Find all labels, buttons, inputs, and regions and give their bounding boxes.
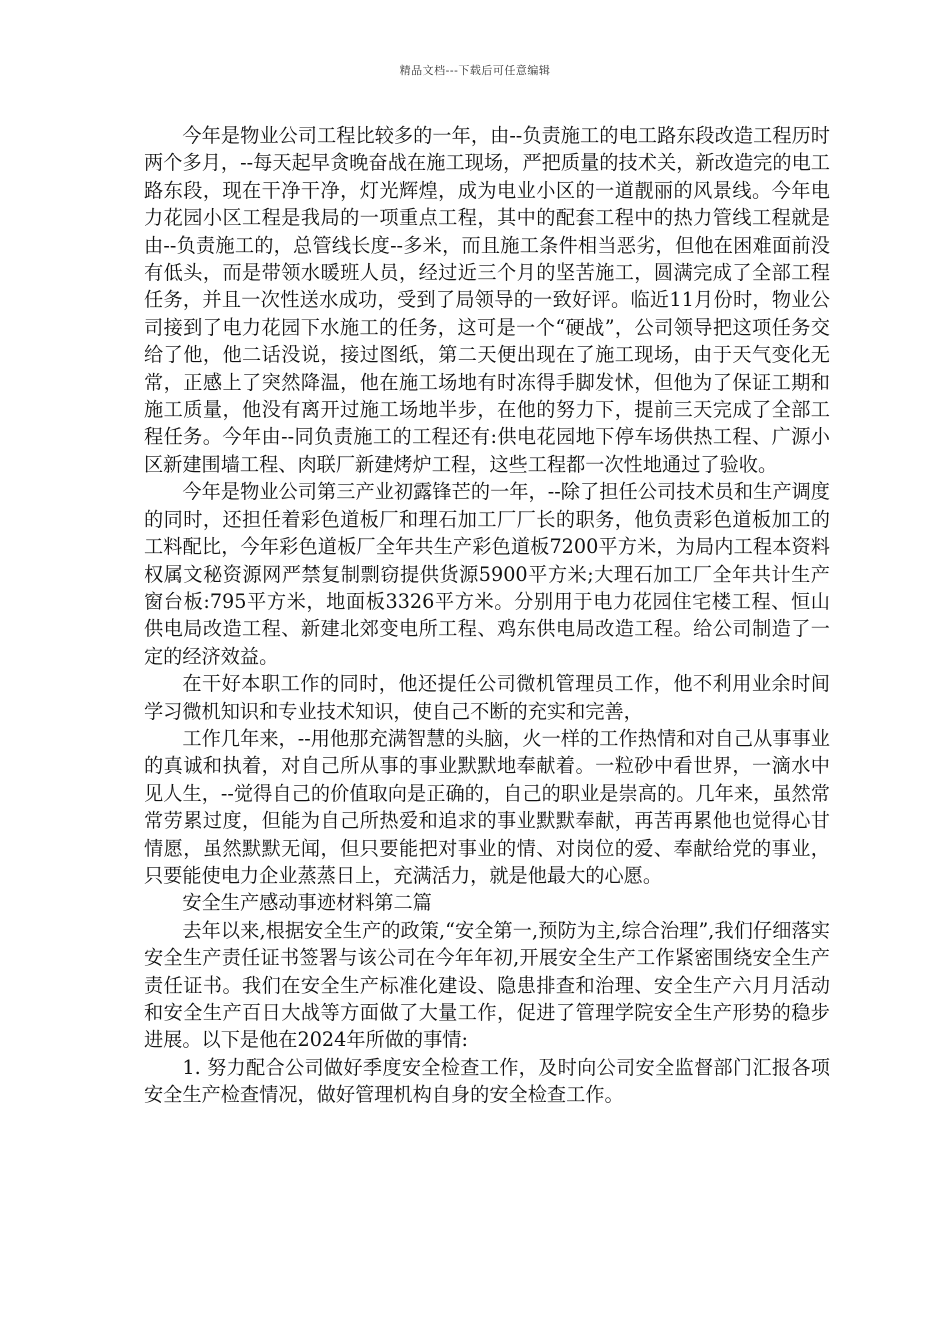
- paragraph-tertiary-industry: 今年是物业公司第三产业初露锋芒的一年，--除了担任公司技术员和生产调度的同时，还担任着彩色道板厂和理石加工厂厂长的职务，他负责彩色道板加工的工料配比，今年彩色道板厂全年共生产彩色道板7200平方米，为局内工程本资料权属文秘资源网严禁复制剽窃提供货源5900平方米;大理石加工厂全年共计生产窗台板:795平方米，地面板3326平方米。分别用于电力花园住宅楼工程、恒山供电局改造工程、新建北郊变电所工程、鸡东供电局改造工程。给公司制造了一定的经济效益。: [144, 480, 830, 668]
- document-body: [144, 122, 830, 1109]
- section-heading: 安全生产感动事迹材料第二篇: [182, 891, 432, 915]
- paragraph-dedication: 工作几年来，--用他那充满智慧的头脑，火一样的工作热情和对自己从事事业的真诚和执着，对自己所从事的事业默默地奉献着。一粒砂中看世界，一滴水中见人生，--觉得自己的价值取向是正确的，自己的职业是崇高的。几年来，虽然常常劳累过度，但能为自己所热爱和追求的事业默默奉献，再苦再累他也觉得心甘情愿，虽然默默无闻，但只要能把对事业的情、对岗位的爱、奉献给党的事业，只要能使电力企业蒸蒸日上，充满活力，就是他最大的心愿。: [144, 726, 830, 887]
- list-item-1: 1. 努力配合公司做好季度安全检查工作，及时向公司安全监督部门汇报各项安全生产检查情况，做好管理机构自身的安全检查工作。: [144, 1055, 830, 1107]
- paragraph-computer-admin: 在干好本职工作的同时，他还提任公司微机管理员工作，他不利用业余时间学习微机知识和专业技术知识，使自己不断的充实和完善，: [144, 672, 830, 723]
- paragraph-safety-intro: 去年以来,根据安全生产的政策,“安全第一,预防为主,综合治理”,我们仔细落实安全生产责任证书签署与该公司在今年年初,开展安全生产工作紧密围绕安全生产责任证书。我们在安全生产标准化建设、隐患排查和治理、安全生产六月月活动和安全生产百日大战等方面做了大量工作，促进了管理学院安全生产形势的稳步进展。以下是他在2024年所做的事情:: [144, 918, 830, 1052]
- page-header: 精品文档---下载后可任意编辑: [399, 64, 551, 77]
- paragraph-engineering-projects: 今年是物业公司工程比较多的一年，由--负责施工的电工路东段改造工程历时两个多月，--每天起早贪晚奋战在施工现场，严把质量的技术关，新改造完的电工路东段，现在干净干净，灯光辉煌，成为电业小区的一道靓丽的风景线。今年电力花园小区工程是我局的一项重点工程，其中的配套工程中的热力管线工程就是由--负责施工的，总管线长度--多米，而且施工条件相当恶劣，但他在困难面前没有低头，而是带领水暖班人员，经过近三个月的坚苦施工，圆满完成了全部工程任务，并且一次性送水成功，受到了局领导的一致好评。临近11月份时，物业公司接到了电力花园下水施工的任务，这可是一个“硬战”，公司领导把这项任务交给了他，他二话没说，接过图纸，第二天便出现在了施工现场，由于天气变化无常，正感上了突然降温，他在施工场地有时冻得手脚发怵，但他为了保证工期和施工质量，他没有离开过施工场地半步，在他的努力下，提前三天完成了全部工程任务。今年由--同负责施工的工程还有:供电花园地下停车场供热工程、广源小区新建围墙工程、肉联厂新建烤炉工程，这些工程都一次性地通过了验收。: [144, 124, 830, 476]
